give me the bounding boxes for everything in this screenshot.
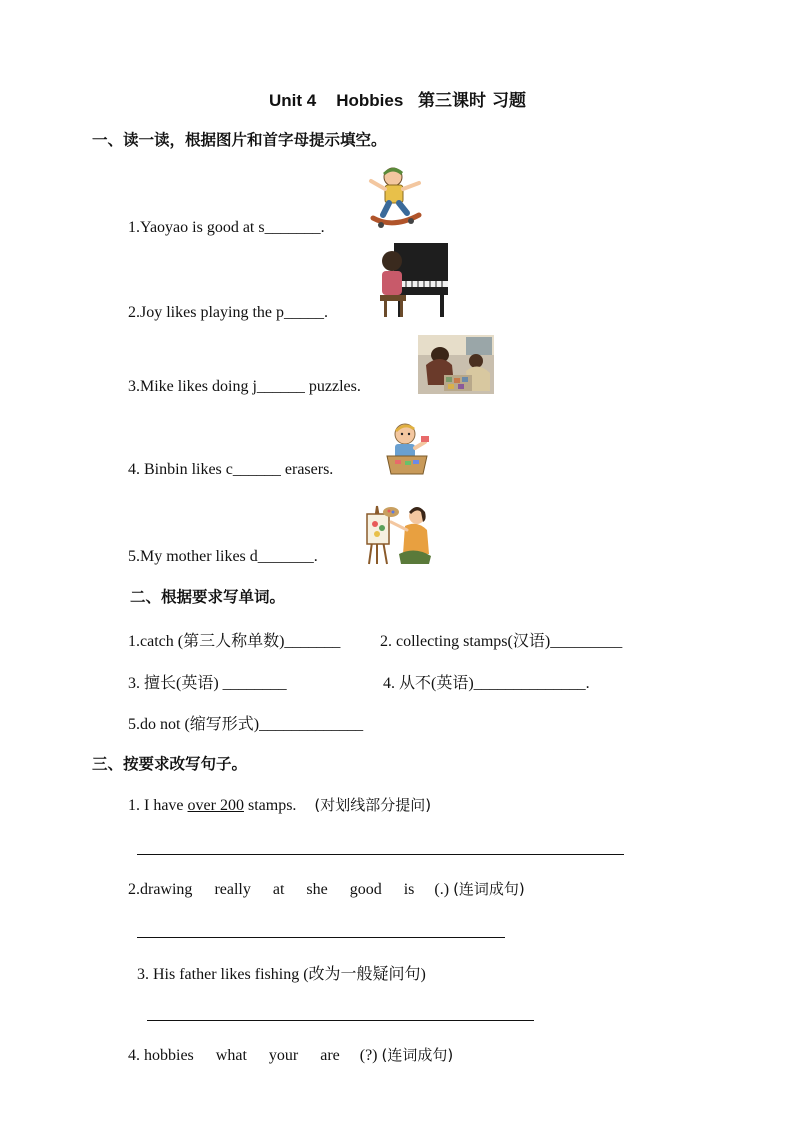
answer-line-1[interactable] xyxy=(137,854,624,855)
boy-with-eraser-box-image xyxy=(383,420,433,476)
section3-q1-underlined: over 200 xyxy=(187,797,244,814)
section3-heading: 三、按要求改写句子。 xyxy=(92,755,248,773)
section2-q1: 1.catch (第三人称单数)_______ xyxy=(128,633,341,650)
section2-heading: 二、根据要求写单词。 xyxy=(130,588,286,606)
section2-q4: 4. 从不(英语)______________. xyxy=(383,675,590,692)
section1-item-5: 5.My mother likes d_______. xyxy=(128,548,318,565)
section3-q2 xyxy=(128,878,525,899)
section3-q3: 3. His father likes fishing (改为一般疑问句) xyxy=(137,966,426,983)
section2-q2: 2. collecting stamps(汉语)_________ xyxy=(380,633,623,650)
section3-q1 xyxy=(128,794,431,815)
woman-painting-at-easel-image xyxy=(363,500,433,566)
section3-q4-word: 4. hobbies xyxy=(128,1047,194,1064)
section3-q2-note: (连词成句) xyxy=(453,880,525,898)
section3-q4-note: (连词成句) xyxy=(381,1046,454,1064)
section3-q4-word: (?) xyxy=(359,1047,378,1064)
section2-q3: 3. 擅长(英语) ________ xyxy=(128,675,287,692)
girl-playing-piano-image xyxy=(376,241,450,319)
section3-q1-text: 1. I have xyxy=(128,797,188,814)
section3-q2-word: is xyxy=(403,881,415,898)
section1-item-1: 1.Yaoyao is good at s_______. xyxy=(128,219,325,236)
section3-q2-word: (.) xyxy=(434,881,450,898)
section3-q2-word: really xyxy=(214,881,251,898)
title-unit: Unit 4 xyxy=(269,91,317,110)
section3-q4-word: your xyxy=(268,1047,299,1064)
section3-q4 xyxy=(128,1044,453,1065)
section3-q2-word: she xyxy=(306,881,328,898)
section3-q1-text-end: stamps. xyxy=(243,797,297,814)
section2-q5: 5.do not (缩写形式)_____________ xyxy=(128,716,364,733)
section3-q2-word: good xyxy=(349,881,382,898)
section3-q4-word: what xyxy=(215,1047,247,1064)
answer-line-3[interactable] xyxy=(147,1020,534,1021)
section3-q2-word: 2.drawing xyxy=(128,881,193,898)
section1-item-3: 3.Mike likes doing j______ puzzles. xyxy=(128,378,361,395)
section3-q4-word: are xyxy=(320,1047,340,1064)
title-lesson: 第三课时 习题 xyxy=(418,91,526,111)
section1-item-2: 2.Joy likes playing the p_____. xyxy=(128,304,328,321)
section1-item-4: 4. Binbin likes c______ erasers. xyxy=(128,461,334,478)
boy-skateboarding-image xyxy=(363,163,431,233)
section1-heading: 一、读一读，根据图片和首字母提示填空。 xyxy=(92,131,387,149)
section3-q1-note: (对划线部分提问) xyxy=(314,796,432,814)
family-doing-puzzle-photo-image xyxy=(418,335,494,394)
page-title xyxy=(269,86,526,111)
answer-line-2[interactable] xyxy=(137,937,505,938)
section3-q2-word: at xyxy=(272,881,285,898)
title-topic: Hobbies xyxy=(336,91,404,110)
